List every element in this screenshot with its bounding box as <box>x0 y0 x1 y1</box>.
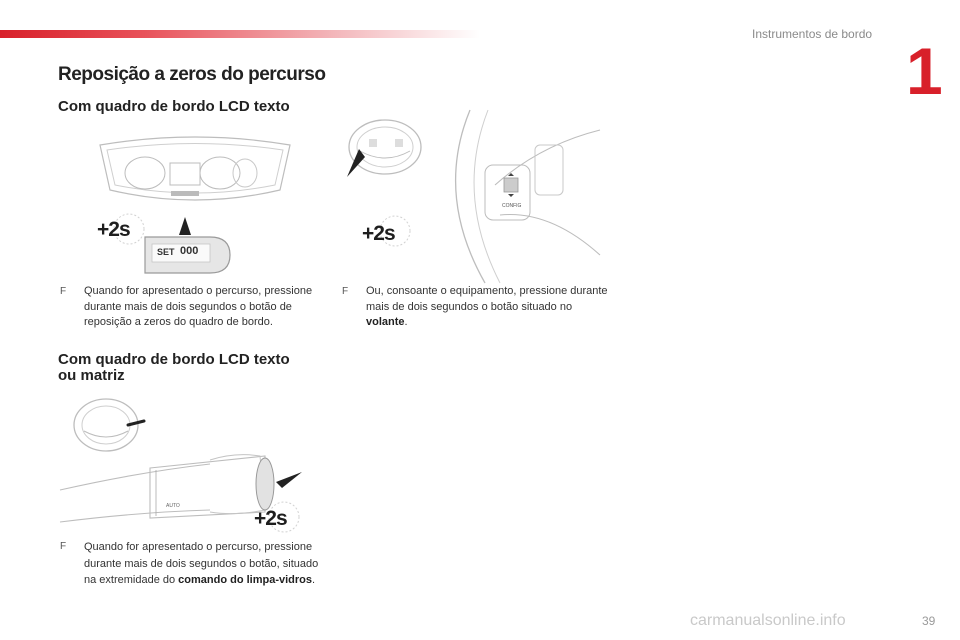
instruction-bullet <box>60 284 325 331</box>
steering-wheel-term: volante <box>366 316 405 328</box>
page-title: Reposição a zeros do percurso <box>58 64 326 85</box>
instruction-text: Ou, consoante o equipamento, pressione durante mais de dois segundos o botão situado no volante. <box>366 285 608 328</box>
page-number: 39 <box>922 614 936 628</box>
stalk-auto-label: AUTO <box>166 503 180 509</box>
header-accent-bar <box>0 30 480 38</box>
bullet-marker: F <box>60 541 67 552</box>
instruction-text: Quando for apresentado o percurso, pressione durante mais de dois segundos o botão de reposição a zeros do quadro de bordo. <box>84 285 313 328</box>
section-heading-lcd-matrix: Com quadro de bordo LCD texto ou matriz <box>58 351 290 384</box>
steering-wheel-closeup-illustration <box>440 105 605 285</box>
config-button-label: CONFIG <box>502 203 522 209</box>
bullet-marker: F <box>60 286 67 297</box>
instruction-bullet <box>342 284 612 331</box>
set-display-value: 000 <box>180 245 199 257</box>
instruction-bullet <box>60 539 325 589</box>
bullet-marker: F <box>342 286 349 297</box>
set-display-label: SET <box>157 247 175 257</box>
instruction-text: Quando for apresentado o percurso, pressione durante mais de dois segundos o botão, situado na extremidade do comando do limpa-vidros. <box>84 541 319 586</box>
hold-2s-badge: +2s <box>254 507 287 530</box>
hold-2s-badge: +2s <box>362 222 395 245</box>
wiper-stalk-term: comando do limpa-vidros <box>178 574 313 586</box>
section-heading-lcd-text: Com quadro de bordo LCD texto <box>58 98 290 115</box>
section-label: Instrumentos de bordo <box>752 27 873 41</box>
chapter-number: 1 <box>906 34 943 108</box>
steering-wheel-small-illustration <box>345 115 425 185</box>
hold-2s-badge: +2s <box>97 218 130 241</box>
watermark: carmanualsonline.info <box>690 612 846 629</box>
